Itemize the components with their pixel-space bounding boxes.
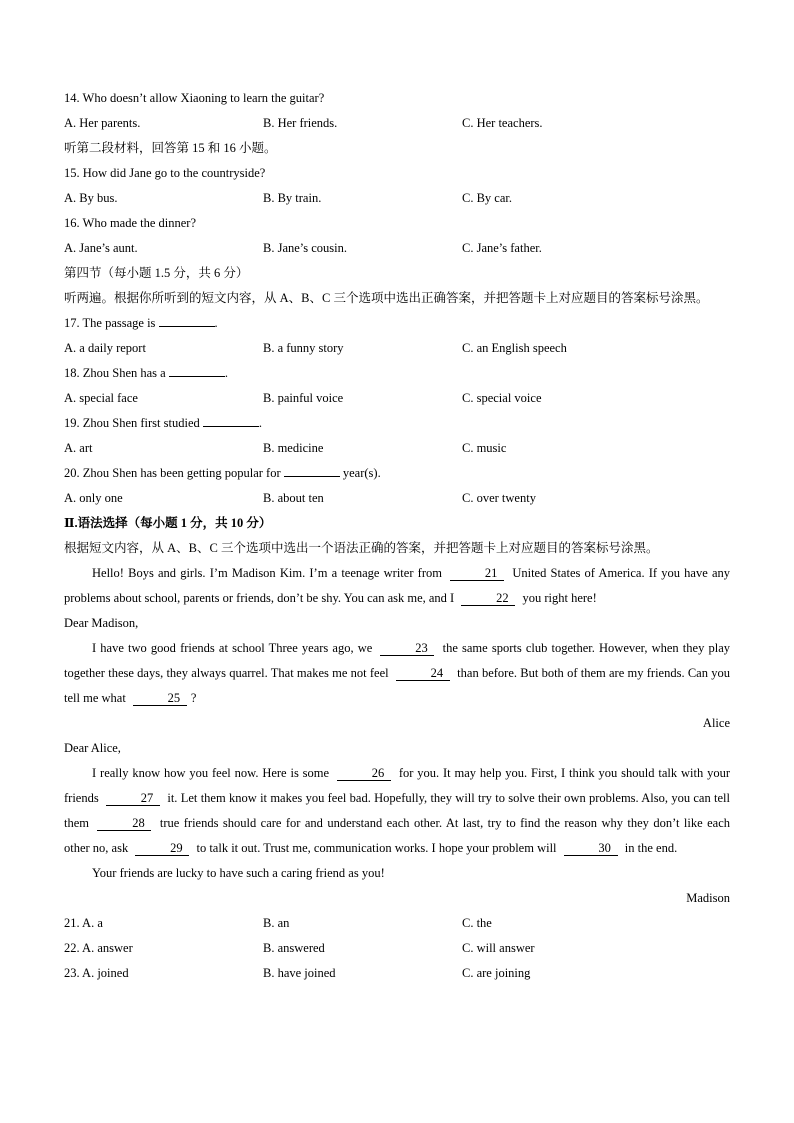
signature-madison: Madison xyxy=(686,891,730,905)
option-c: C. music xyxy=(462,441,507,455)
question-14-options xyxy=(64,111,730,136)
section-2-instruction: 听第二段材料，回答第 15 和 16 小题。 xyxy=(64,141,277,155)
blank-29: 29 xyxy=(135,841,189,856)
option-c: C. special voice xyxy=(462,391,542,405)
option-c: C. Jane’s father. xyxy=(462,241,542,255)
blank-22: 22 xyxy=(461,591,515,606)
option-b: B. painful voice xyxy=(263,391,344,405)
blank-25: 25 xyxy=(133,691,187,706)
part-4-title: 第四节（每小题 1.5 分，共 6 分） xyxy=(64,266,249,280)
option-b: B. Her friends. xyxy=(263,116,338,130)
grammar-instruction: 根据短文内容，从 A、B、C 三个选项中选出一个语法正确的答案，并把答题卡上对应题目的答案标号涂黑。 xyxy=(64,541,659,555)
text: the same sports club together. However, when they play together these days, they always quarrel. That makes me not feel xyxy=(64,641,730,680)
signature-alice: Alice xyxy=(702,716,730,730)
answer-blank xyxy=(169,376,225,377)
option-a: A. Jane’s aunt. xyxy=(64,241,138,255)
option-b: B. an xyxy=(263,916,290,930)
option-a: A. a daily report xyxy=(64,341,146,355)
option-c: C. an English speech xyxy=(462,341,567,355)
option-c: C. will answer xyxy=(462,941,535,955)
option-c: C. Her teachers. xyxy=(462,116,543,130)
question-20-options xyxy=(64,486,730,511)
question-17-stem xyxy=(64,311,730,336)
question-18-stem xyxy=(64,361,730,386)
option-c: C. are joining xyxy=(462,966,531,980)
question-19-stem xyxy=(64,411,730,436)
grammar-section-title: Ⅱ.语法选择（每小题 1 分，共 10 分） xyxy=(64,516,272,530)
blank-28: 28 xyxy=(97,816,151,831)
question-16-options xyxy=(64,236,730,261)
blank-30: 30 xyxy=(564,841,618,856)
option-a: A. art xyxy=(64,441,93,455)
text: for you. It may help you. First, I think you should talk with your friends xyxy=(64,766,730,805)
option-a: A. only one xyxy=(64,491,123,505)
question-23-options xyxy=(64,961,730,986)
text: it. Let them know it makes you feel bad. Hopefully, they will try to solve their own problems. Also, you can tell them xyxy=(64,791,731,830)
passage-paragraph-1 xyxy=(64,561,730,611)
blank-21: 21 xyxy=(450,566,504,581)
passage-paragraph-4: Your friends are lucky to have such a caring friend as you! xyxy=(92,866,385,880)
answer-blank xyxy=(159,326,215,327)
blank-26: 26 xyxy=(337,766,391,781)
text: you right here! xyxy=(522,591,597,605)
letter-greeting-alice: Dear Alice, xyxy=(64,741,121,755)
text: ? xyxy=(190,691,197,705)
passage-paragraph-3 xyxy=(64,761,730,861)
question-20-stem xyxy=(64,461,730,486)
question-22-options xyxy=(64,936,730,961)
stem-end: . xyxy=(214,316,218,330)
option-a: A. Her parents. xyxy=(64,116,141,130)
option-a: A. By bus. xyxy=(64,191,118,205)
text: in the end. xyxy=(624,841,678,855)
option-b: B. Jane’s cousin. xyxy=(263,241,348,255)
option-b: B. a funny story xyxy=(263,341,344,355)
answer-blank xyxy=(284,476,340,477)
part-4-instruction: 听两遍。根据你所听到的短文内容，从 A、B、C 三个选项中选出正确答案，并把答题卡上对应题目的答案标号涂黑。 xyxy=(64,291,709,305)
passage-paragraph-2 xyxy=(64,636,730,711)
stem-text: 20. Zhou Shen has been getting popular for xyxy=(64,466,281,480)
option-b: B. about ten xyxy=(263,491,324,505)
blank-23: 23 xyxy=(380,641,434,656)
question-18-options xyxy=(64,386,730,411)
text: Hello! Boys and girls. I’m Madison Kim. I’m a teenage writer from xyxy=(92,566,442,580)
blank-24: 24 xyxy=(396,666,450,681)
stem-text: 19. Zhou Shen first studied xyxy=(64,416,200,430)
option-b: B. By train. xyxy=(263,191,322,205)
question-21-options xyxy=(64,911,730,936)
letter-greeting-madison: Dear Madison, xyxy=(64,616,139,630)
option-c: C. over twenty xyxy=(462,491,536,505)
option-c: C. By car. xyxy=(462,191,512,205)
document-page xyxy=(64,86,730,986)
option-a: 22. A. answer xyxy=(64,941,133,955)
text: I have two good friends at school Three years ago, we xyxy=(92,641,373,655)
text: to talk it out. Trust me, communication works. I hope your problem will xyxy=(196,841,557,855)
option-a: 21. A. a xyxy=(64,916,103,930)
option-b: B. have joined xyxy=(263,966,336,980)
question-16-stem: 16. Who made the dinner? xyxy=(64,216,197,230)
question-14-stem: 14. Who doesn’t allow Xiaoning to learn the guitar? xyxy=(64,91,325,105)
stem-end: year(s). xyxy=(342,466,381,480)
option-a: A. special face xyxy=(64,391,138,405)
question-17-options xyxy=(64,336,730,361)
blank-27: 27 xyxy=(106,791,160,806)
option-c: C. the xyxy=(462,916,492,930)
stem-end: . xyxy=(224,366,228,380)
stem-end: . xyxy=(258,416,263,430)
question-15-options xyxy=(64,186,730,211)
option-b: B. answered xyxy=(263,941,325,955)
option-a: 23. A. joined xyxy=(64,966,129,980)
text: I really know how you feel now. Here is some xyxy=(92,766,330,780)
question-19-options xyxy=(64,436,730,461)
stem-text: 18. Zhou Shen has a xyxy=(64,366,166,380)
text: than before. But both of them are my friends. Can you tell me what xyxy=(64,666,730,705)
answer-blank xyxy=(203,426,259,427)
text: United States of America. If you have any problems about school, parents or friends, don’t be shy. You can ask me, and I xyxy=(64,566,730,605)
question-15-stem: 15. How did Jane go to the countryside? xyxy=(64,166,266,180)
text: true friends should care for and understand each other. At last, try to find the reason why they don’t like each other no, ask xyxy=(64,816,731,855)
option-b: B. medicine xyxy=(263,441,324,455)
stem-text: 17. The passage is xyxy=(64,316,156,330)
